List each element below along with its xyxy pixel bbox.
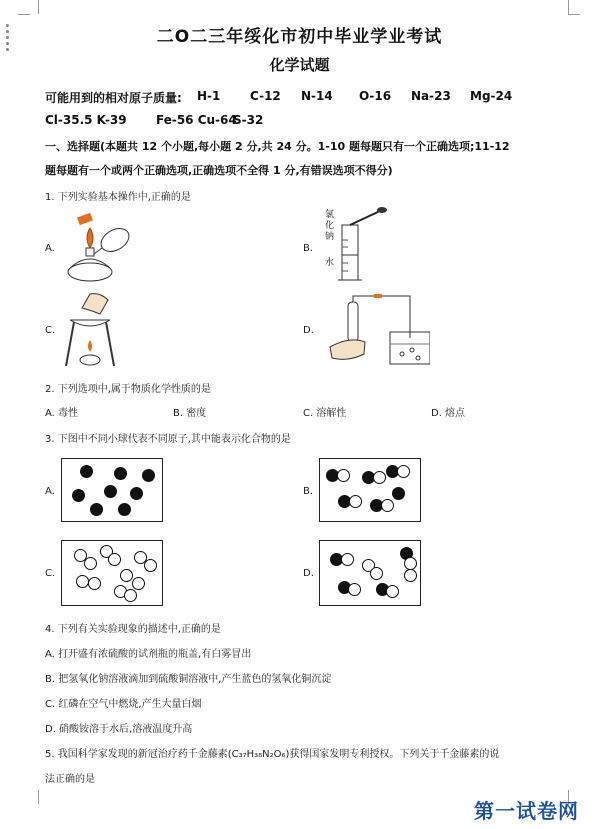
atom-white [373,471,386,484]
q3-molecule-box-d [319,540,421,606]
q1-b-label-nacl: 氯化钠 [325,210,335,242]
atomic-mass-item: O-16 [359,89,392,103]
q2-option-c[interactable]: C. 溶解性 [303,408,347,419]
atomic-mass-item: Na-23 [411,89,451,103]
atom-white [124,589,137,602]
atomic-mass-item: C-12 [250,89,281,103]
page-subtitle: 化学试题 [269,56,330,74]
atom-white [397,465,410,478]
atom-white [132,577,145,590]
q1-option-d-label[interactable]: D. [303,325,314,336]
crop-mark [28,790,39,804]
crop-mark [568,0,579,14]
question-1-stem: 1. 下列实验基本操作中,正确的是 [45,192,191,203]
q1-option-a-label[interactable]: A. [45,243,55,254]
q3-option-b-label[interactable]: B. [303,486,314,497]
atom-black [392,487,405,500]
q1-b-label-water: 水 [325,258,335,268]
q3-option-d-label[interactable]: D. [303,568,314,579]
question-5-stem-line2: 法正确的是 [45,774,95,785]
alcohol-lamp-lighting-icon [60,210,140,285]
q2-option-d[interactable]: D. 熔点 [431,408,466,419]
q4-option-b[interactable]: B. 把氢氧化钠溶液滴加到硫酸铜溶液中,产生蓝色的氢氧化铜沉淀 [45,674,332,685]
atom-white [88,577,101,590]
q4-option-d[interactable]: D. 硝酸铵溶于水后,溶液温度升高 [45,724,193,735]
q3-molecule-box-b [319,458,421,522]
atom-black [142,469,155,482]
q2-option-b[interactable]: B. 密度 [173,408,207,419]
atom-black [114,467,127,480]
atom-white [144,559,157,572]
atom-white [386,585,399,598]
atomic-mass-item: Mg-24 [470,89,513,103]
atom-white [84,557,97,570]
question-4-stem: 4. 下列有关实验现象的描述中,正确的是 [45,624,221,635]
atom-black [104,485,117,498]
atom-white [381,499,394,512]
crop-mark [28,0,39,14]
atom-black [90,503,103,516]
q1-option-c-label[interactable]: C. [45,325,56,336]
q3-molecule-box-a [61,458,163,522]
atom-white [349,495,362,508]
section-instructions-line2: 题每题有一个或两个正确选项,正确选项不全得 1 分,有错误选项不得分) [45,164,393,177]
watermark-logo: 第一试卷网 [474,799,579,823]
question-3-stem: 3. 下图中不同小球代表不同原子,其中能表示化合物的是 [45,434,291,445]
evaporation-setup-icon [60,292,120,370]
atom-black [118,503,131,516]
q3-option-c-label[interactable]: C. [45,568,56,579]
atom-white [120,569,133,582]
section-instructions-line1: 一、选择题(本题共 12 个小题,每小题 2 分,共 24 分。1-10 题每题只有一个正确选项;11-12 [45,140,510,153]
q1-option-b-label[interactable]: B. [303,243,314,254]
q4-option-c[interactable]: C. 红磷在空气中燃烧,产生大量白烟 [45,699,202,710]
question-2-stem: 2. 下列选项中,属于物质化学性质的是 [45,384,211,395]
atomic-mass-item: H-1 [197,89,221,103]
page-title: 二O二三年绥化市初中毕业学业考试 [156,27,443,47]
atom-white [404,569,417,582]
q4-option-a[interactable]: A. 打开盛有浓硫酸的试剂瓶的瓶盖,有白雾冒出 [45,649,252,660]
gas-collection-setup-icon [320,292,430,370]
atom-white [341,553,354,566]
atom-black [130,487,143,500]
atom-white [348,583,361,596]
atom-white [76,575,89,588]
atom-white [108,553,121,566]
atom-black [80,465,93,478]
atomic-mass-item: S-32 [233,113,264,127]
q2-option-a[interactable]: A. 毒性 [45,408,79,419]
atom-white [337,469,350,482]
q3-molecule-box-c [61,540,163,606]
atomic-mass-label: 可能用到的相对原子质量: [45,91,182,105]
atomic-mass-item: Cl-35.5 K-39 [45,113,127,127]
q3-option-a-label[interactable]: A. [45,486,55,497]
atom-black [72,489,85,502]
atomic-mass-item: Fe-56 Cu-64 [156,113,237,127]
atom-white [370,567,383,580]
atomic-mass-item: N-14 [301,89,333,103]
question-5-stem-line1: 5. 我国科学家发现的新冠治疗药千金藤素(C₃₇H₃₈N₂O₆)获得国家发明专利授权。下列关于千金藤素的说 [45,749,500,760]
